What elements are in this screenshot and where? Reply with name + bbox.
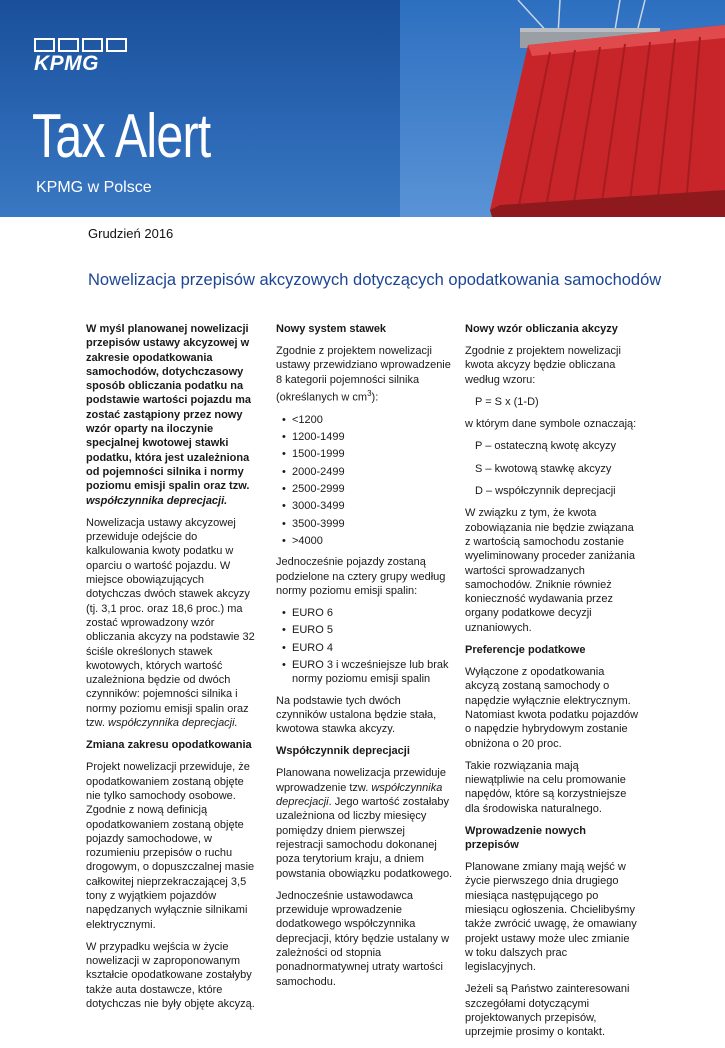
paragraph (276, 766, 454, 880)
shipping-container-photo (400, 0, 725, 217)
list-item: • 2500-2999 (292, 482, 454, 496)
lead-term: współczynnika deprecjacji. (86, 494, 228, 507)
kpmg-logo-boxes (34, 38, 130, 52)
page-subtitle: KPMG w Polsce (36, 179, 152, 196)
section-heading: Wprowadzenie nowych przepisów (465, 825, 587, 852)
paragraph: Projekt nowelizacji przewiduje, że opodatkowaniem zostaną objęte nie tylko samochody osobowe. Zgodnie z nową definicją opodatkowaniem zostaną objęte pojazdy samochodowe, w rozumieniu przepisów o ruchu drogowym, o dopuszczalnej masie całkowitej nieprzekraczającej 3,5 tony z wyjątkiem pojazdów napędzanych wyłącznie silnikami elektrycznymi. (86, 761, 255, 931)
paragraph (86, 516, 258, 730)
definition: S – kwotową stawkę akcyzy (475, 462, 612, 475)
paragraph-text: Nowelizacja ustawy akcyzowej przewiduje odejście do kalkulowania kwoty podatku w oparciu o wartość pojazdu. W miejsce obowiązujących dotychczas dwóch stawek akcyzy (tj. 3,1 proc. oraz 18,6 proc.) ma zostać wprowadzony wzór obliczania akcyzy na podstawie 32 ściśle określonych stawek kwotowych, których wartość uzależniona będzie od dwóch czynników: pojemności silnika i normy poziomu emisji spalin oraz tzw. (86, 516, 255, 730)
column-3 (465, 322, 640, 1048)
formula: P = S x (1-D) (475, 395, 539, 408)
list-item: • EURO 3 i wcześniejsze lub brak normy poziomu emisji spalin (292, 658, 454, 687)
list-item: • EURO 5 (292, 623, 454, 637)
article-headline: Nowelizacja przepisów akcyzowych dotyczących opodatkowania samochodów (88, 271, 662, 289)
list-item: • EURO 6 (292, 606, 454, 620)
section-heading: Nowy system stawek (276, 323, 387, 335)
section-heading: Nowy wzór obliczania akcyzy (465, 323, 618, 335)
paragraph (276, 344, 454, 405)
list-item: • 1500-1999 (292, 447, 454, 461)
superscript: 3 (367, 388, 372, 398)
paragraph: Zgodnie z projektem nowelizacji kwota akcyzy będzie obliczana według wzoru: (465, 345, 621, 386)
lead-text: W myśl planowanej nowelizacji przepisów ustawy akcyzowej w zakresie opodatkowania samochodów, dotychczasowy sposób obliczania podatku na podstawie wartości pojazdu ma zostać zastąpiony przez nowy wzór oparty na iloczynie specjalnej kwotowej stawki podatku, która jest uzależniona od pojemności silnika i normy poziomu emisji spalin oraz tzw. (86, 323, 252, 493)
definition: D – współczynnik deprecjacji (475, 485, 616, 498)
page-title: Tax Alert (32, 102, 211, 171)
paragraph-text: . Jego wartość zostałaby uzależniona od liczby miesięcy pomiędzy dniem pierwszej rejestracji samochodu dokonanej poza terytorium kraju, a dniem powstania obowiązku podatkowego. (276, 796, 453, 880)
paragraph: Takie rozwiązania mają niewątpliwie na celu promowanie napędów, które są korzystniejsze dla środowiska naturalnego. (465, 759, 627, 815)
paragraph: Jednocześnie pojazdy zostaną podzielone na cztery grupy według normy poziomu emisji spalin: (276, 556, 446, 597)
capacity-list (276, 413, 454, 548)
paragraph: Na podstawie tych dwóch czynników ustalona będzie stała, kwotowa stawka akcyzy. (276, 694, 437, 736)
paragraph: Wyłączone z opodatkowania akcyzą zostaną samochody o napędzie wyłącznie elektrycznym. Natomiast kwota podatku pojazdów o napędzie hybrydowym zostanie obniżona o 20 proc. (465, 666, 639, 750)
kpmg-logo (34, 38, 130, 76)
list-item: • >4000 (292, 534, 454, 548)
list-item: • 2000-2499 (292, 465, 454, 479)
paragraph: W związku z tym, że kwota zobowiązania nie będzie związana z wartością samochodu zostanie wyeliminowany proceder zaniżania wartości sprowadzanych samochodów. Zniknie również konieczność wydawania przez organy podatkowe decyzji uznaniowych. (465, 507, 635, 634)
paragraph-term: współczynnika deprecjacji (276, 781, 443, 809)
paragraph: Jednocześnie ustawodawca przewiduje wprowadzenie dodatkowego współczynnika deprecjacji, który będzie ustalany w zależności od stopnia ponadnormatywnej utraty wartości samochodu. (276, 889, 450, 988)
section-heading: Preferencje podatkowe (465, 644, 586, 657)
lead-paragraph (86, 322, 258, 508)
column-2 (276, 322, 454, 997)
list-item: • 1200-1499 (292, 430, 454, 444)
paragraph-text: Planowana nowelizacja przewiduje wprowadzenie tzw. (276, 767, 446, 794)
euro-norm-list (276, 606, 454, 686)
paragraph-text: Zgodnie z projektem nowelizacji ustawy przewidziano wprowadzenie 8 kategorii pojemności silnika (określanych w cm (276, 345, 451, 404)
paragraph-text: ): (371, 391, 379, 404)
section-heading: Współczynnik deprecjacji (276, 745, 410, 758)
section-heading: Zmiana zakresu opodatkowania (86, 739, 252, 752)
list-item: • 3000-3499 (292, 499, 454, 513)
paragraph: w którym dane symbole oznaczają: (465, 418, 637, 431)
list-item: • 3500-3999 (292, 517, 454, 531)
kpmg-logo-text: KPMG (34, 52, 99, 75)
list-item: • <1200 (292, 413, 454, 427)
paragraph-term: współczynnika deprecjacji. (108, 717, 238, 730)
definition: P – ostateczną kwotę akcyzy (475, 440, 617, 453)
issue-date: Grudzień 2016 (88, 226, 174, 241)
paragraph: W przypadku wejścia w życie nowelizacji w zaproponowanym kształcie opodatkowane zostałyby także auta dostawcze, które dotychczas nie były objęte akcyzą. (86, 940, 255, 1011)
list-item: • EURO 4 (292, 641, 454, 655)
column-1 (86, 322, 258, 1019)
paragraph: Jeżeli są Państwo zainteresowani szczegółami dotyczącymi projektowanych przepisów, uprzejmie prosimy o kontakt. (465, 983, 630, 1039)
header-banner (0, 0, 725, 217)
paragraph: Planowane zmiany mają wejść w życie pierwszego dnia drugiego miesiąca następującego po miesiącu ogłoszenia. Chcielibyśmy także zwrócić uwagę, że omawiany projekt ustawy może ulec zmianie w toku dalszych prac legislacyjnych. (465, 861, 637, 974)
